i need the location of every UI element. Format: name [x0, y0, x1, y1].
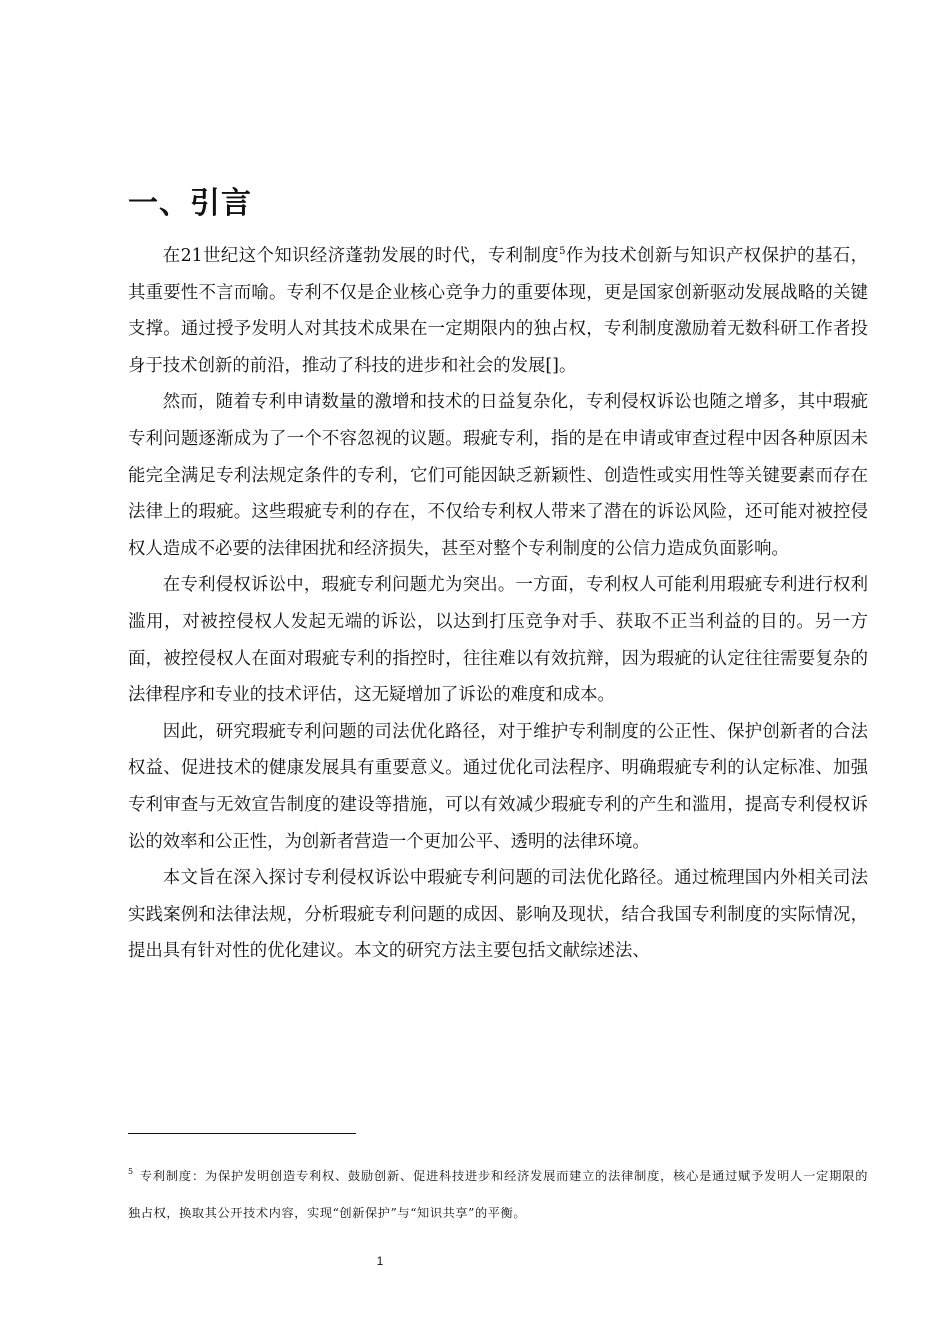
paragraph-4: 因此，研究瑕疵专利问题的司法优化路径，对于维护专利制度的公正性、保护创新者的合法权益、促进技术的健康发展具有重要意义。通过优化司法程序、明确瑕疵专利的认定标准、加强专利审查与无效宣告制度的建设等措施，可以有效减少瑕疵专利的产生和滥用，提高专利侵权诉讼的效率和公正性，为创新者营造一个更加公平、透明的法律环境。 — [128, 721, 868, 852]
footnote-separator — [128, 1133, 356, 1134]
paragraph-2: 然而，随着专利申请数量的激增和技术的日益复杂化，专利侵权诉讼也随之增多，其中瑕疵专利问题逐渐成为了一个不容忽视的议题。瑕疵专利，指的是在申请或审查过程中因各种原因未能完全满足专利法规定条件的专利，它们可能因缺乏新颖性、创造性或实用性等关键要素而存在法律上的瑕疵。这些瑕疵专利的存在，不仅给专利权人带来了潜在的诉讼风险，还可能对被控侵权人造成不必要的法律困扰和经济损失，甚至对整个专利制度的公信力造成负面影响。 — [128, 392, 868, 559]
footnote — [128, 1158, 868, 1232]
paragraph-5: 本文旨在深入探讨专利侵权诉讼中瑕疵专利问题的司法优化路径。通过梳理国内外相关司法实践案例和法律法规，分析瑕疵专利问题的成因、影响及现状，结合我国专利制度的实际情况，提出具有针对性的优化建议。本文的研究方法主要包括文献综述法、 — [128, 868, 868, 962]
paragraph-3: 在专利侵权诉讼中，瑕疵专利问题尤为突出。一方面，专利权人可能利用瑕疵专利进行权利滥用，对被控侵权人发起无端的诉讼，以达到打压竞争对手、获取不正当利益的目的。另一方面，被控侵权人在面对瑕疵专利的指控时，往往难以有效抗辩，因为瑕疵的认定往往需要复杂的法律程序和专业的技术评估，这无疑增加了诉讼的难度和成本。 — [128, 575, 868, 706]
footnote-reference[interactable]: 5 — [559, 246, 566, 257]
footnote-marker: 5 — [128, 1167, 134, 1176]
paragraph-1 — [128, 238, 868, 384]
section-heading: 一、引言 — [128, 186, 252, 221]
page-number: 1 — [376, 1254, 384, 1268]
paragraph-1-text-start: 在21世纪这个知识经济蓬勃发展的时代，专利制度 — [162, 246, 560, 266]
paragraph-1-text-end: 作为技术创新与知识产权保护的基石，其重要性不言而喻。专利不仅是企业核心竞争力的重要体现，更是国家创新驱动发展战略的关键支撑。通过授予发明人对其技术成果在一定期限内的独占权，专利制度激励着无数科研工作者投身于技术创新的前沿，推动了科技的进步和社会的发展[]。 — [128, 246, 868, 376]
footnote-text: 专利制度：为保护发明创造专利权、鼓励创新、促进科技进步和经济发展而建立的法律制度，核心是通过赋予发明人一定期限的独占权，换取其公开技术内容，实现“创新保护”与“知识共享”的平衡。 — [128, 1169, 868, 1220]
body-text — [128, 238, 868, 970]
